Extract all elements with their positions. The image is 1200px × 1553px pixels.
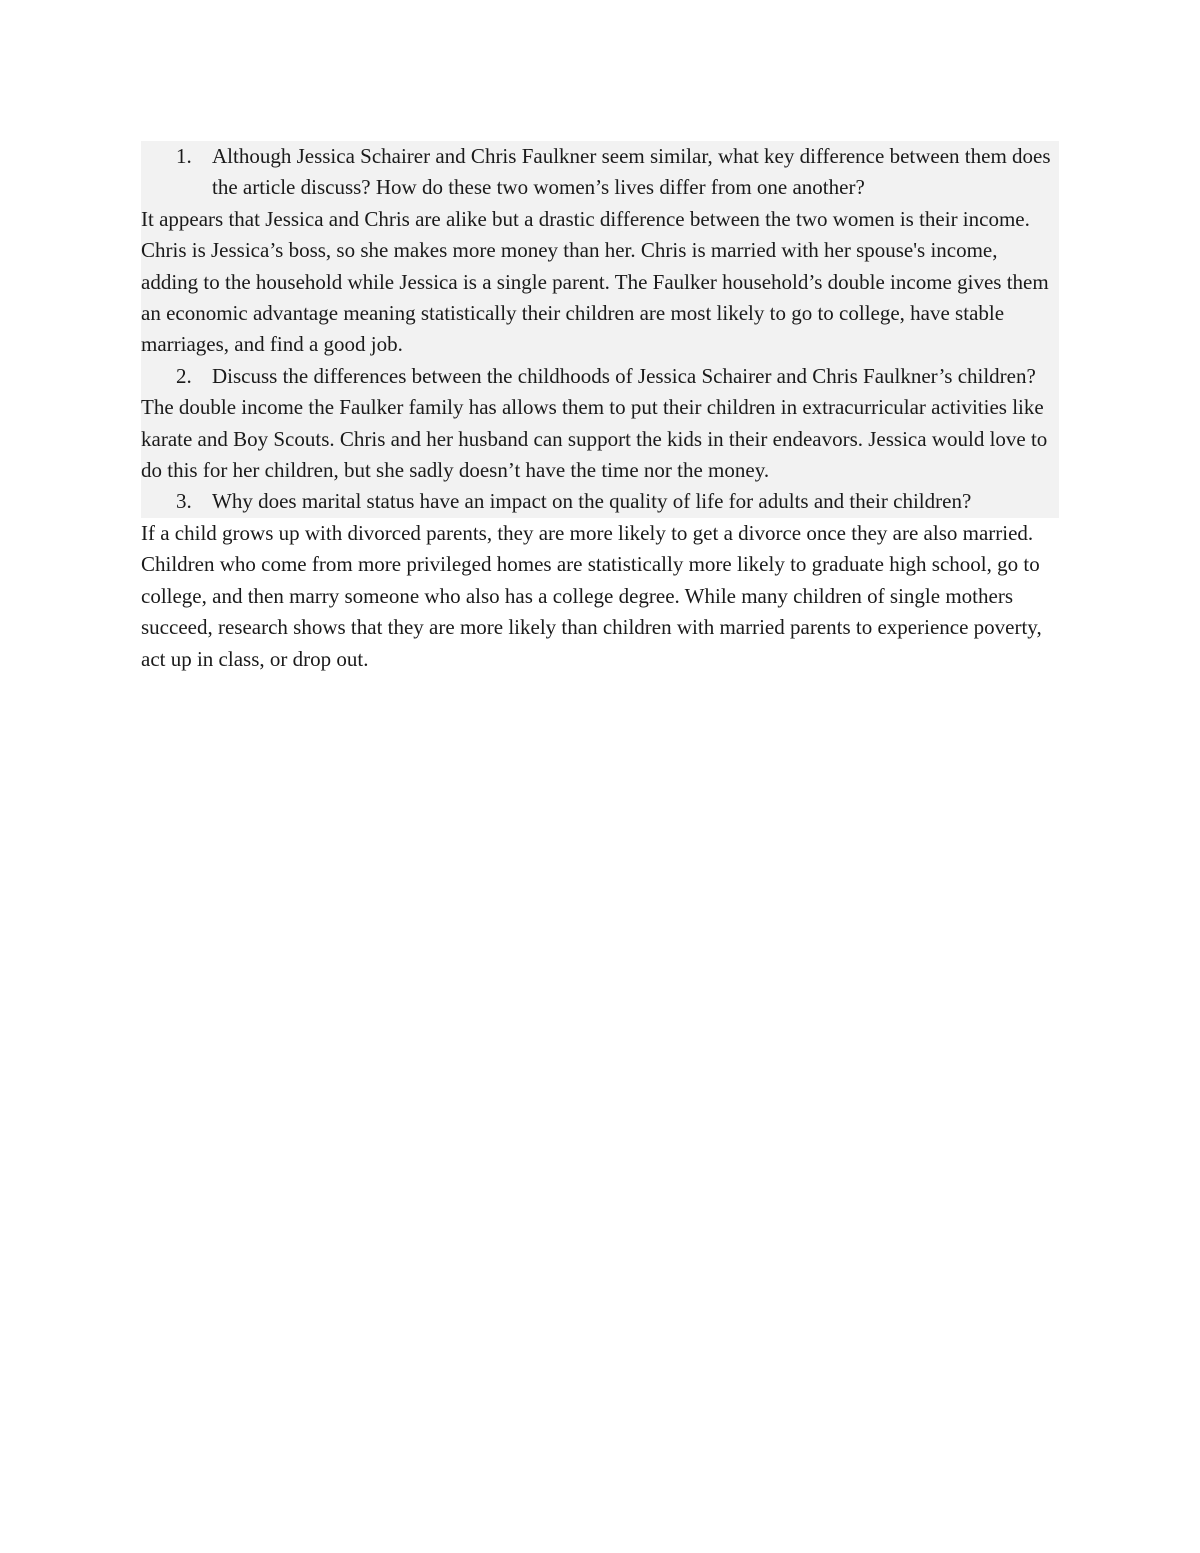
question-text: Discuss the differences between the childhoods of Jessica Schairer and Chris Faulkner’s children? — [212, 363, 1036, 388]
document-body — [141, 141, 1059, 675]
question-number: 3. — [176, 489, 192, 514]
question-text: Although Jessica Schairer and Chris Faulkner seem similar, what key difference between them does the article discuss? How do these two women’s lives differ from one another? — [212, 144, 1051, 200]
answer-2: The double income the Faulker family has allows them to put their children in extracurricular activities like karate and Boy Scouts. Chris and her husband can support the kids in their endeavors. Jessica would love to do this for her children, but she sadly doesn’t have the time nor the money. — [141, 395, 1048, 483]
shaded-block-3 — [141, 486, 1059, 517]
question-text: Why does marital status have an impact on the quality of life for adults and their children? — [212, 489, 972, 514]
question-1 — [141, 141, 1059, 204]
shaded-block-2 — [141, 361, 1059, 487]
shaded-block-1 — [141, 141, 1059, 361]
answer-3: If a child grows up with divorced parents, they are more likely to get a divorce once they are also married. Children who come from more privileged homes are statistically more likely to graduate high school, go to college, and then marry someone who also has a college degree. While many children of single mothers succeed, research shows that they are more likely than children with married parents to experience poverty, act up in class, or drop out. — [141, 520, 1042, 671]
question-3 — [141, 486, 1059, 517]
question-2 — [141, 361, 1059, 392]
question-number: 2. — [176, 363, 192, 388]
question-number: 1. — [176, 144, 192, 168]
answer-1: It appears that Jessica and Chris are alike but a drastic difference between the two women is their income. Chris is Jessica’s boss, so she makes more money than her. Chris is married with her spouse's income, adding to the household while Jessica is a single parent. The Faulker household’s double income gives them an economic advantage meaning statistically their children are most likely to go to college, have stable marriages, and find a good job. — [141, 206, 1049, 357]
